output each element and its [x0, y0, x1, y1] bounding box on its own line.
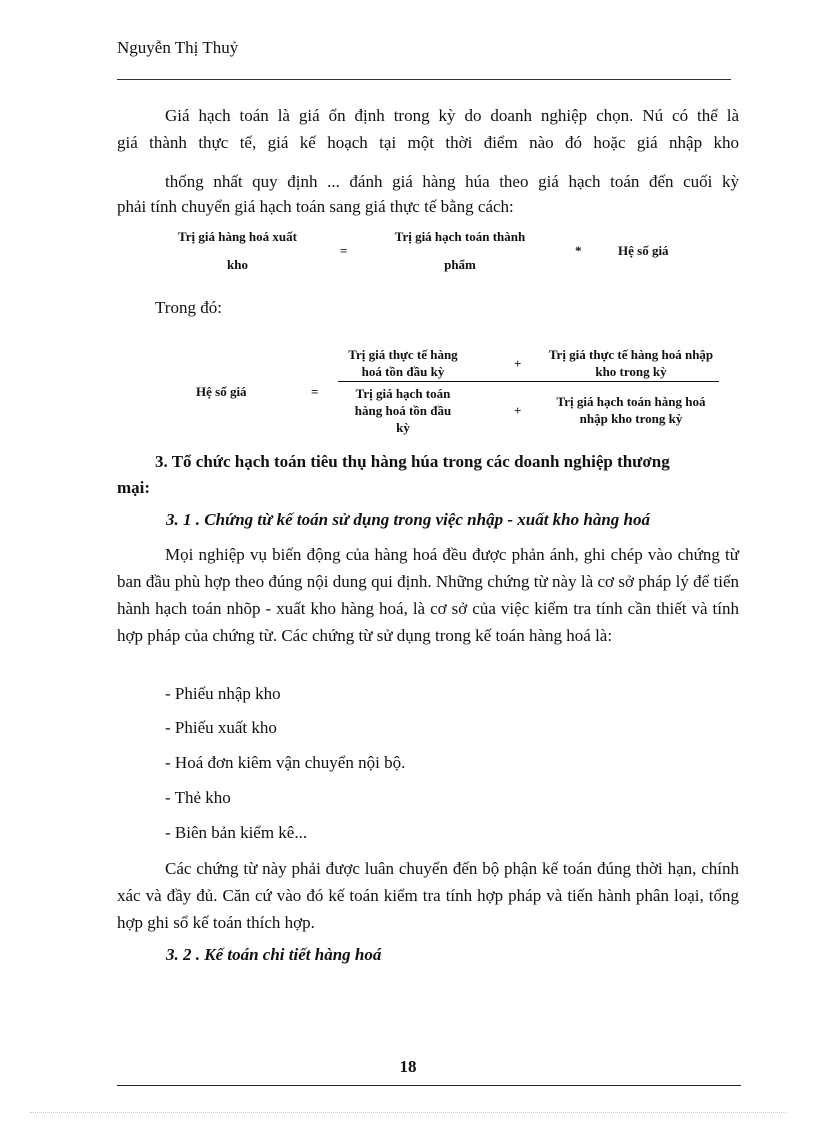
- section31-paragraph-2: Các chứng từ này phải được luân chuyển đến bộ phận kế toán đúng thời hạn, chính xác và đầy đủ. Căn cứ vào đó kế toán kiểm tra tính hợp pháp và tiến hành phân loại, tổng hợp ghi sổ kế toán thích hợp.: [117, 859, 739, 932]
- list-item: - Phiếu nhập kho: [165, 684, 281, 703]
- formula1-mid-line1: Trị giá hạch toán thành: [394, 229, 526, 244]
- formula1-left-line2: kho: [227, 257, 248, 272]
- intro-line-3: thống nhất quy định ... đánh giá hàng húa theo giá hạch toán đến cuối kỳ: [165, 172, 739, 191]
- formula1-right: Hệ số giá: [618, 243, 669, 258]
- formula2-fraction-bar: [338, 381, 719, 382]
- formula1-left-line1: Trị giá hàng hoá xuất: [178, 229, 297, 244]
- section31-paragraph: Mọi nghiệp vụ biến động của hàng hoá đều được phản ánh, ghi chép vào chứng từ ban đầu phù hợp theo đúng nội dung qui định. Những chứng từ này là cơ sở pháp lý để tiến hành hạch toán nhõp - xuất kho hàng hoá, là cơ sở của việc kiểm tra tính cần thiết và tính hợp pháp của chứng từ. Các chứng từ sử dụng trong kế toán hàng hoá là:: [117, 545, 739, 645]
- formula2-num-plus: +: [514, 356, 522, 371]
- intro-line-1: Giá hạch toán là giá ổn định trong kỳ do doanh nghiệp chọn. Nú có thể là: [165, 106, 739, 125]
- intro-line-4: phải tính chuyển giá hạch toán sang giá thực tế bằng cách:: [117, 197, 514, 216]
- page-number: 18: [399, 1057, 417, 1076]
- footer-rule: [117, 1085, 741, 1086]
- formula2-num-right: Trị giá thực tế hàng hoá nhập kho trong kỳ: [548, 347, 714, 379]
- formula2-equals: =: [311, 384, 319, 399]
- formula1-equals: =: [340, 243, 348, 258]
- list-item: - Thẻ kho: [165, 788, 231, 807]
- list-item: - Phiếu xuất kho: [165, 718, 277, 737]
- header-author: Nguyễn Thị Thuỷ: [117, 38, 239, 57]
- page-bottom-edge: [30, 1112, 786, 1113]
- formula1-mid-line2: phẩm: [444, 257, 476, 272]
- formula2-num-left: Trị giá thực tế hàng hoá tồn đầu kỳ: [348, 347, 458, 379]
- formula2-den-right: Trị giá hạch toán hàng hoá nhập kho trong kỳ: [556, 394, 706, 426]
- section3-title-line1: 3. Tổ chức hạch toán tiêu thụ hàng húa trong các doanh nghiệp thương: [155, 452, 670, 471]
- formula1-times: *: [575, 243, 582, 258]
- header-rule: [117, 79, 731, 80]
- trong-do: Trong đó:: [155, 298, 222, 317]
- formula2-den-left: Trị giá hạch toán hàng hoá tồn đầu kỳ: [354, 386, 452, 435]
- formula2-den-plus: +: [514, 403, 522, 418]
- list-item: - Biên bản kiểm kê...: [165, 823, 308, 842]
- section32-title: 3. 2 . Kế toán chi tiết hàng hoá: [166, 945, 382, 964]
- section31-title: 3. 1 . Chứng từ kế toán sử dụng trong việc nhập - xuất kho hàng hoá: [166, 510, 650, 529]
- intro-line-2: giá thành thực tế, giá kế hoạch tại một thời điểm nào đó hoặc giá nhập kho: [117, 133, 739, 152]
- formula2-label: Hệ số giá: [196, 384, 247, 399]
- list-item: - Hoá đơn kiêm vận chuyển nội bộ.: [165, 753, 406, 772]
- section3-title-line2: mại:: [117, 478, 151, 497]
